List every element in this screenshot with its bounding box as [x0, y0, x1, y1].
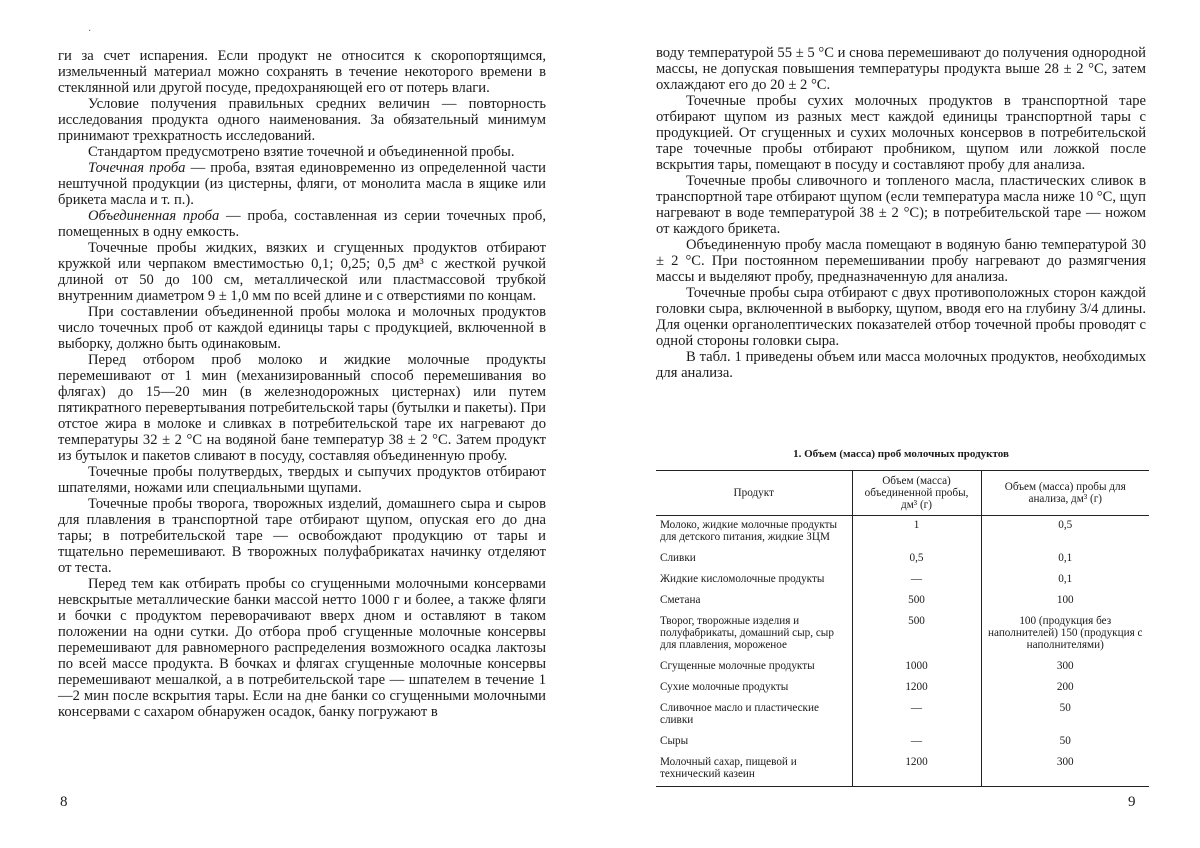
table-title: 1. Объем (масса) проб молочных продуктов [793, 448, 1009, 460]
definition-text: — проба, составленная из серии точечных проб, помещенных в одну емкость. [58, 208, 546, 240]
paragraph: Точечные пробы творога, творожных изделий, домашнего сыра и сыров для плавления в транспортной таре отбирают щупом, опуская его до дна тары; в потребительской таре — освобождают продукцию от тары и тщательно перемешивают. В творожных полуфабрикатах начинку отделяют от теста. [58, 496, 546, 576]
column-header-analysis: Объем (масса) пробы для анализа, дм³ (г) [981, 471, 1149, 516]
paragraph: Объединенную пробу масла помещают в водяную баню температурой 30 ± 2 °С. При постоянном перемешивании пробу нагревают до размягчения массы и выделяют пробу, предназначенную для анализа. [656, 237, 1146, 285]
paragraph: Стандартом предусмотрено взятие точечной и объединенной пробы. [88, 144, 515, 160]
table-row [656, 591, 1149, 612]
cell-analysis: 0,5 [981, 516, 1149, 550]
cell-combined: — [852, 570, 981, 591]
cell-combined: 1000 [852, 657, 981, 678]
page-number: 9 [1128, 794, 1136, 810]
table-row [656, 678, 1149, 699]
cell-analysis: 300 [981, 657, 1149, 678]
paragraph: Точечные пробы сливочного и топленого масла, пластических сливок в транспортной таре отбирают щупом (если температура масла ниже 10 °С, щуп нагревают в воде температурой 38 ± 2 °С); в потребительской таре — ножом от каждого брикета. [656, 173, 1146, 237]
cell-analysis: 50 [981, 732, 1149, 753]
table-row [656, 516, 1149, 550]
paragraph: воду температурой 55 ± 5 °С и снова перемешивают до получения однородной массы, не допуская повышения температуры продукта выше 28 ± 2 °С, затем охлаждают его до 20 ± 2 °С. [656, 45, 1146, 93]
cell-combined: 500 [852, 612, 981, 657]
paragraph: Перед отбором проб молоко и жидкие молочные продукты перемешивают от 1 мин (механизированный способ перемешивания во флягах) до 15—20 мин (в железнодорожных цистернах) или путем пятикратного перевертывания потребительской тары (бутылки и пакеты). При отстое жира в молоке и сливках в потребительской таре их нагревают до температуры 32 ± 2 °С на водяной бане температур 38 ± 2 °С. Затем продукт из бутылок и пакетов сливают в посуду, составляя объединенную пробу. [58, 352, 546, 464]
column-header-combined: Объем (масса) объединенной пробы, дм³ (г) [852, 471, 981, 516]
table-row [656, 657, 1149, 678]
table-row [656, 699, 1149, 732]
paragraph: ги за счет испарения. Если продукт не относится к скоропортящимся, измельченный материал можно сохранять в течение некоторого времени в стеклянной или другой посуде, предохраняющей его от потерь влаги. [58, 48, 546, 96]
paragraph: Точечные пробы сыра отбирают с двух противоположных сторон каждой головки сыра, включенной в выборку, щупом, вводя его на глубину 3/4 длины. Для оценки органолептических показателей отбор точечной пробы проводят с одной стороны головки сыра. [656, 285, 1146, 349]
cell-analysis: 200 [981, 678, 1149, 699]
definition-text: — проба, взятая единовременно из определенной части нештучной продукции (из цистерны, фляги, от монолита масла в ящике или брикета масла и т. п.). [58, 160, 546, 208]
column-header-product: Продукт [656, 471, 852, 516]
paragraph: Условие получения правильных средних величин — повторность исследования продукта одного наименования. За обязательный минимум принимают трехкратность исследований. [58, 96, 546, 144]
sample-volume-table [656, 470, 1149, 787]
cell-analysis: 100 [981, 591, 1149, 612]
table-row [656, 549, 1149, 570]
page-number: 8 [60, 794, 68, 810]
table-row [656, 612, 1149, 657]
paragraph: Перед тем как отбирать пробы со сгущенными молочными консервами невскрытые металлические банки массой нетто 1000 г и более, а также фляги и бочки с продуктом переворачивают вверх дном и оставляют в таком положении на одни сутки. До отбора проб сгущенные молочные консервы перемешивают для равномерного распределения возможного осадка лактозы по всей массе продукта. В бочках и флягах сгущенные молочные консервы перемешивают мешалкой, а в потребительской таре — шпателем в течение 1—2 мин после вскрытия тары. Если на дне банки со сгущенными молочными консервами с сахаром обнаружен осадок, банку погружают в [58, 576, 546, 720]
paragraph: Точечные пробы жидких, вязких и сгущенных продуктов отбирают кружкой или черпаком вместимостью 0,1; 0,25; 0,5 дм³ с жесткой ручкой длиной от 50 до 100 см, металлической или пластмассовой трубкой внутренним диаметром 9 ± 1,0 мм по всей длине и с отверстиями по концам. [58, 240, 546, 304]
cell-product: Сливки [660, 552, 696, 564]
cell-product: Жидкие кисломолочные продукты [660, 573, 825, 585]
cell-combined: 500 [852, 591, 981, 612]
right-text-column [656, 45, 1146, 381]
cell-product: Творог, творожные изделия и полуфабрикаты, домашний сыр, сыр для плавления, мороженое [660, 615, 834, 651]
cell-product: Сметана [660, 594, 701, 606]
cell-combined: 1200 [852, 678, 981, 699]
cell-combined: 0,5 [852, 549, 981, 570]
cell-analysis: 100 (продукция без наполнителей) 150 (продукция с наполнителями) [981, 612, 1149, 657]
cell-analysis: 0,1 [981, 570, 1149, 591]
term-combined-sample: Объединенная проба [88, 208, 220, 224]
cell-combined: 1 [852, 516, 981, 550]
table-header-row [656, 471, 1149, 516]
table-row [656, 732, 1149, 753]
cell-analysis: 300 [981, 753, 1149, 787]
paragraph: Точечные пробы полутвердых, твердых и сыпучих продуктов отбирают шпателями, ножами или специальными щупами. [58, 464, 546, 496]
cell-product: Сгущенные молочные продукты [660, 660, 815, 672]
cell-combined: — [852, 699, 981, 732]
cell-product: Сливочное масло и пластические сливки [660, 702, 819, 726]
paragraph: Точечные пробы сухих молочных продуктов в транспортной таре отбирают щупом из разных мест каждой единицы транспортной тары с продукцией. От сгущенных и сухих молочных консервов в потребительской таре точечные пробы отбирают пробником, щупом или ложкой после вскрытия тары, помещают в посуду и составляют пробу для анализа. [656, 93, 1146, 173]
cell-product: Молоко, жидкие молочные продукты для детского питания, жидкие ЗЦМ [660, 519, 838, 543]
scan-mark: · [88, 26, 92, 37]
cell-product: Сухие молочные продукты [660, 681, 789, 693]
paragraph: В табл. 1 приведены объем или масса молочных продуктов, необходимых для анализа. [656, 349, 1146, 381]
left-text-column [58, 48, 546, 720]
definition-paragraph [58, 208, 546, 240]
cell-product: Сыры [660, 735, 689, 747]
paragraph: При составлении объединенной пробы молока и молочных продуктов число точечных проб от каждой единицы тары с продукцией, включенной в выборку, должно быть одинаковым. [58, 304, 546, 352]
cell-combined: 1200 [852, 753, 981, 787]
cell-analysis: 50 [981, 699, 1149, 732]
table-row [656, 753, 1149, 787]
right-page [600, 0, 1200, 848]
cell-analysis: 0,1 [981, 549, 1149, 570]
definition-paragraph [58, 160, 546, 208]
cell-combined: — [852, 732, 981, 753]
table-row [656, 570, 1149, 591]
term-spot-sample: Точечная проба [88, 160, 186, 176]
cell-product: Молочный сахар, пищевой и технический казеин [656, 753, 852, 787]
